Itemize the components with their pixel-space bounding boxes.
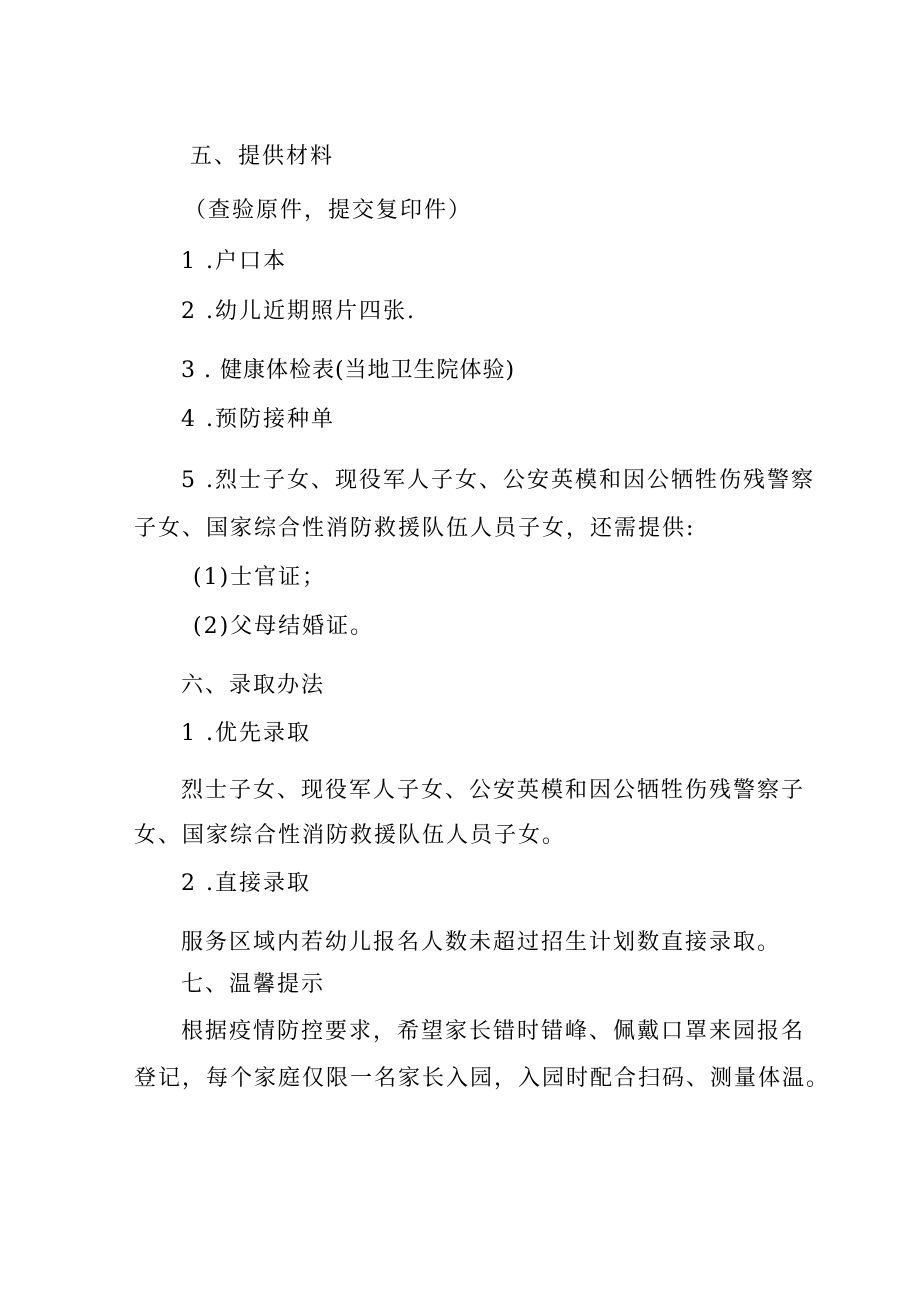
- material-item-5-line2: 子女、国家综合性消防救援队伍人员子女，还需提供:: [134, 516, 696, 541]
- material-item-4: 4 .预防接种单: [181, 407, 335, 432]
- admission-item-1: 1 .优先录取: [181, 721, 311, 746]
- admission-item-1-text-line1: 烈士子女、现役军人子女、公安英模和因公牺牲伤残警察子: [181, 778, 806, 803]
- admission-item-2-text: 服务区域内若幼儿报名人数未超过招生计划数直接录取。: [181, 930, 782, 955]
- section7-text-line1: 根据疫情防控要求，希望家长错时错峰、佩戴口罩来园报名: [181, 1019, 806, 1044]
- sub-item-2: (2)父母结婚证。: [193, 614, 375, 639]
- sub-item-1: (1)士官证；: [193, 565, 327, 590]
- admission-item-1-text-line2: 女、国家综合性消防救援队伍人员子女。: [134, 823, 567, 848]
- section7-text-line2: 登记，每个家庭仅限一名家长入园，入园时配合扫码、测量体温。: [134, 1066, 831, 1091]
- material-item-2: 2 .幼儿近期照片四张.: [181, 299, 416, 324]
- admission-item-2: 2 .直接录取: [181, 871, 311, 896]
- section6-heading: 六、录取办法: [181, 673, 326, 698]
- section5-note: （查验原件，提交复印件）: [184, 198, 473, 223]
- material-item-3: 3 . 健康体检表(当地卫生院体验): [181, 358, 516, 383]
- section7-heading: 七、温馨提示: [181, 972, 326, 997]
- section5-heading: 五、提供材料: [190, 144, 335, 169]
- material-item-1: 1 .户口本: [181, 249, 287, 274]
- material-item-5-line1: 5 .烈士子女、现役军人子女、公安英模和因公牺牲伤残警察: [181, 468, 815, 493]
